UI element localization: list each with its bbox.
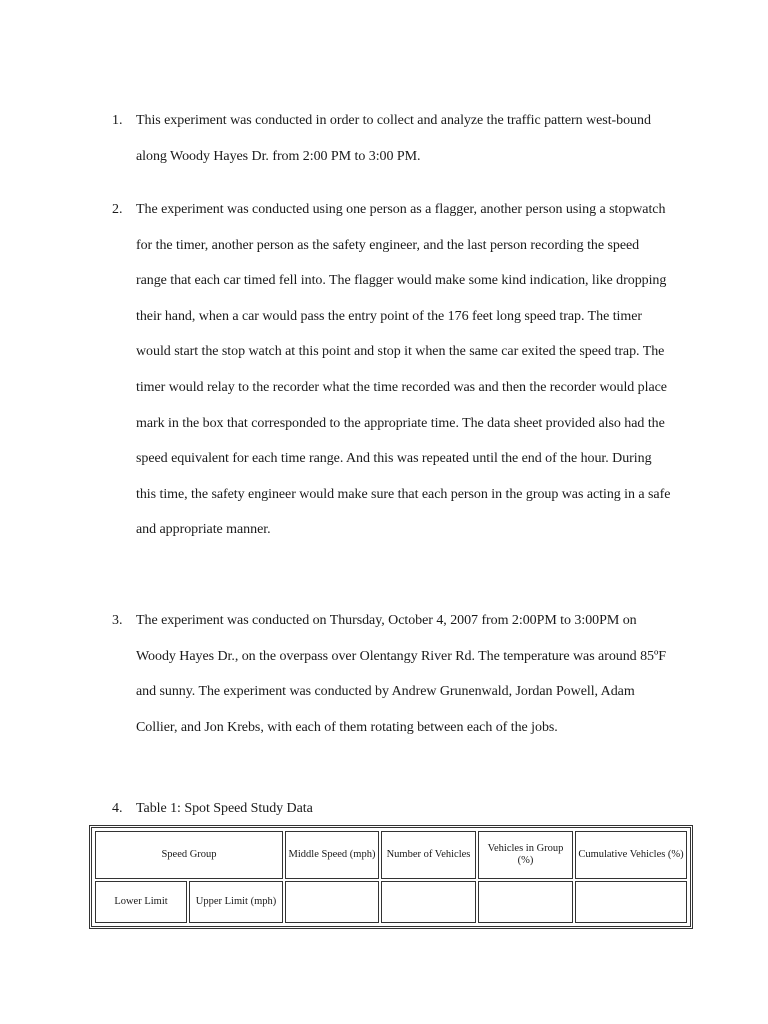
empty-cell bbox=[285, 881, 379, 923]
paragraph-procedure: The experiment was conducted using one person as a flagger, another person using a stopwatch for the timer, another person as the safety engineer, and the last person recording the speed range that each car timed fell into. The flagger would make some kind indication, like dropping their hand, when a car would pass the entry point of the 176 feet long speed trap. The timer would start the stop watch at this point and stop it when the same car exited the speed trap. The timer would relay to the recorder what the time recorded was and then the recorder would place mark in the box that corresponded to the appropriate time. The data sheet provided also had the speed equivalent for each time range. And this was repeated until the end of the hour. During this time, the safety engineer would make sure that each person in the group was acting in a safe and appropriate manner. bbox=[136, 202, 671, 538]
header-vehicles-in-group: Vehicles in Group (%) bbox=[478, 831, 573, 879]
empty-cell bbox=[575, 881, 687, 923]
table-caption: Table 1: Spot Speed Study Data bbox=[136, 801, 313, 816]
header-middle-speed: Middle Speed (mph) bbox=[285, 831, 379, 879]
paragraph-purpose: This experiment was conducted in order to collect and analyze the traffic pattern west-bound along Woody Hayes Dr. from 2:00 PM to 3:00 PM. bbox=[136, 113, 651, 164]
empty-cell bbox=[478, 881, 573, 923]
list-item-2 bbox=[112, 192, 672, 548]
paragraph-conditions: The experiment was conducted on Thursday, October 4, 2007 from 2:00PM to 3:00PM on Woody Hayes Dr., on the overpass over Olentangy River Rd. The temperature was around 85ºF and sunny. The experiment was conducted by Andrew Grunenwald, Jordan Powell, Adam Collier, and Jon Krebs, with each of them rotating between each of the jobs. bbox=[136, 613, 666, 735]
list-number: 2. bbox=[112, 202, 123, 217]
list-number: 3. bbox=[112, 613, 123, 628]
list-number: 4. bbox=[112, 801, 123, 816]
list-item-3 bbox=[112, 603, 672, 745]
list-item-1 bbox=[112, 103, 672, 174]
header-lower-limit: Lower Limit bbox=[95, 881, 187, 923]
header-upper-limit: Upper Limit (mph) bbox=[189, 881, 283, 923]
header-speed-group: Speed Group bbox=[95, 831, 283, 879]
header-number-of-vehicles: Number of Vehicles bbox=[381, 831, 476, 879]
spot-speed-table bbox=[89, 825, 693, 929]
list-item-4 bbox=[112, 800, 672, 818]
list-number: 1. bbox=[112, 113, 123, 128]
empty-cell bbox=[381, 881, 476, 923]
header-cumulative-vehicles: Cumulative Vehicles (%) bbox=[575, 831, 687, 879]
